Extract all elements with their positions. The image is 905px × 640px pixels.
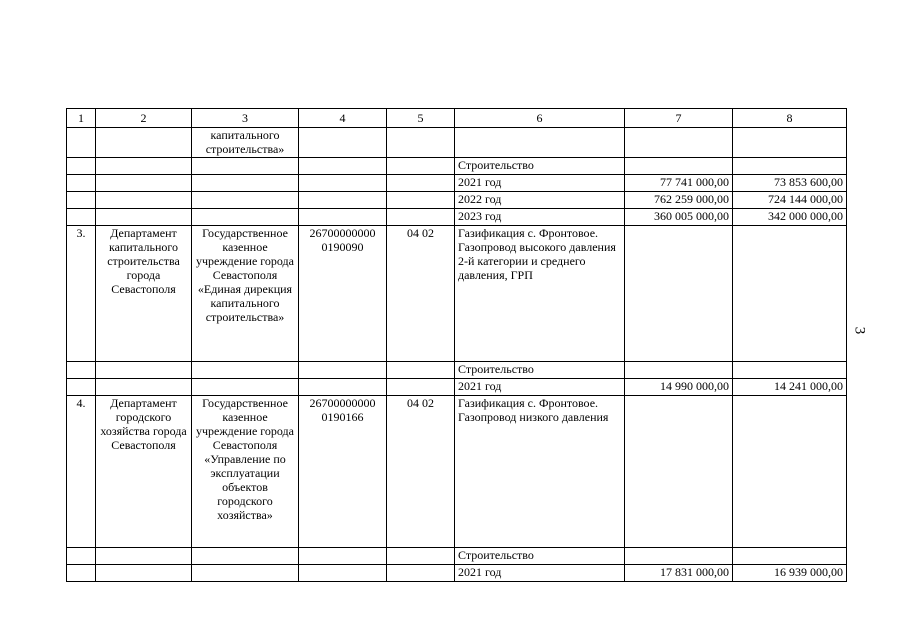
col-header-4: 4 <box>299 109 387 128</box>
header-row <box>67 109 847 128</box>
budget-table <box>66 108 847 582</box>
amount-col8: 342 000 000,00 <box>733 209 847 226</box>
activity-label: Строительство <box>455 158 625 175</box>
year-label: 2022 год <box>455 192 625 209</box>
department-name: Департамент городского хозяйства города Севастополя <box>96 396 192 548</box>
table-row <box>67 128 847 158</box>
col-header-8: 8 <box>733 109 847 128</box>
section-code: 04 02 <box>387 226 455 362</box>
table-row <box>67 209 847 226</box>
institution-name: Государственное казенное учреждение города Севастополя «Управление по эксплуатации объектов городского хозяйства» <box>192 396 299 548</box>
amount-col8: 14 241 000,00 <box>733 379 847 396</box>
col-header-1: 1 <box>67 109 96 128</box>
object-name: Газификация с. Фронтовое. Газопровод низкого давления <box>455 396 625 548</box>
amount-col8: 724 144 000,00 <box>733 192 847 209</box>
table-row <box>67 379 847 396</box>
section-code: 04 02 <box>387 396 455 548</box>
activity-label: Строительство <box>455 362 625 379</box>
budget-code: 26700000000 0190090 <box>299 226 387 362</box>
page-number: 3 <box>851 326 868 335</box>
year-label: 2021 год <box>455 175 625 192</box>
row-number: 4. <box>67 396 96 548</box>
continuation-institution: капитального строительства» <box>192 128 299 158</box>
amount-col7: 360 005 000,00 <box>625 209 733 226</box>
amount-col8: 16 939 000,00 <box>733 565 847 582</box>
table-row <box>67 362 847 379</box>
year-label: 2021 год <box>455 379 625 396</box>
department-name: Департамент капитального строительства города Севастополя <box>96 226 192 362</box>
budget-code: 26700000000 0190166 <box>299 396 387 548</box>
table-row <box>67 396 847 548</box>
table-row <box>67 192 847 209</box>
activity-label: Строительство <box>455 548 625 565</box>
col-header-5: 5 <box>387 109 455 128</box>
year-label: 2021 год <box>455 565 625 582</box>
amount-col7: 77 741 000,00 <box>625 175 733 192</box>
col-header-7: 7 <box>625 109 733 128</box>
institution-name: Государственное казенное учреждение города Севастополя «Единая дирекция капитального строительства» <box>192 226 299 362</box>
col-header-6: 6 <box>455 109 625 128</box>
col-header-3: 3 <box>192 109 299 128</box>
table-row <box>67 226 847 362</box>
table-row <box>67 158 847 175</box>
object-name: Газификация с. Фронтовое. Газопровод высокого давления 2-й категории и среднего давления, ГРП <box>455 226 625 362</box>
amount-col8: 73 853 600,00 <box>733 175 847 192</box>
amount-col7: 762 259 000,00 <box>625 192 733 209</box>
year-label: 2023 год <box>455 209 625 226</box>
amount-col7: 14 990 000,00 <box>625 379 733 396</box>
table-row <box>67 175 847 192</box>
table-row <box>67 565 847 582</box>
amount-col7: 17 831 000,00 <box>625 565 733 582</box>
col-header-2: 2 <box>96 109 192 128</box>
table-row <box>67 548 847 565</box>
row-number: 3. <box>67 226 96 362</box>
